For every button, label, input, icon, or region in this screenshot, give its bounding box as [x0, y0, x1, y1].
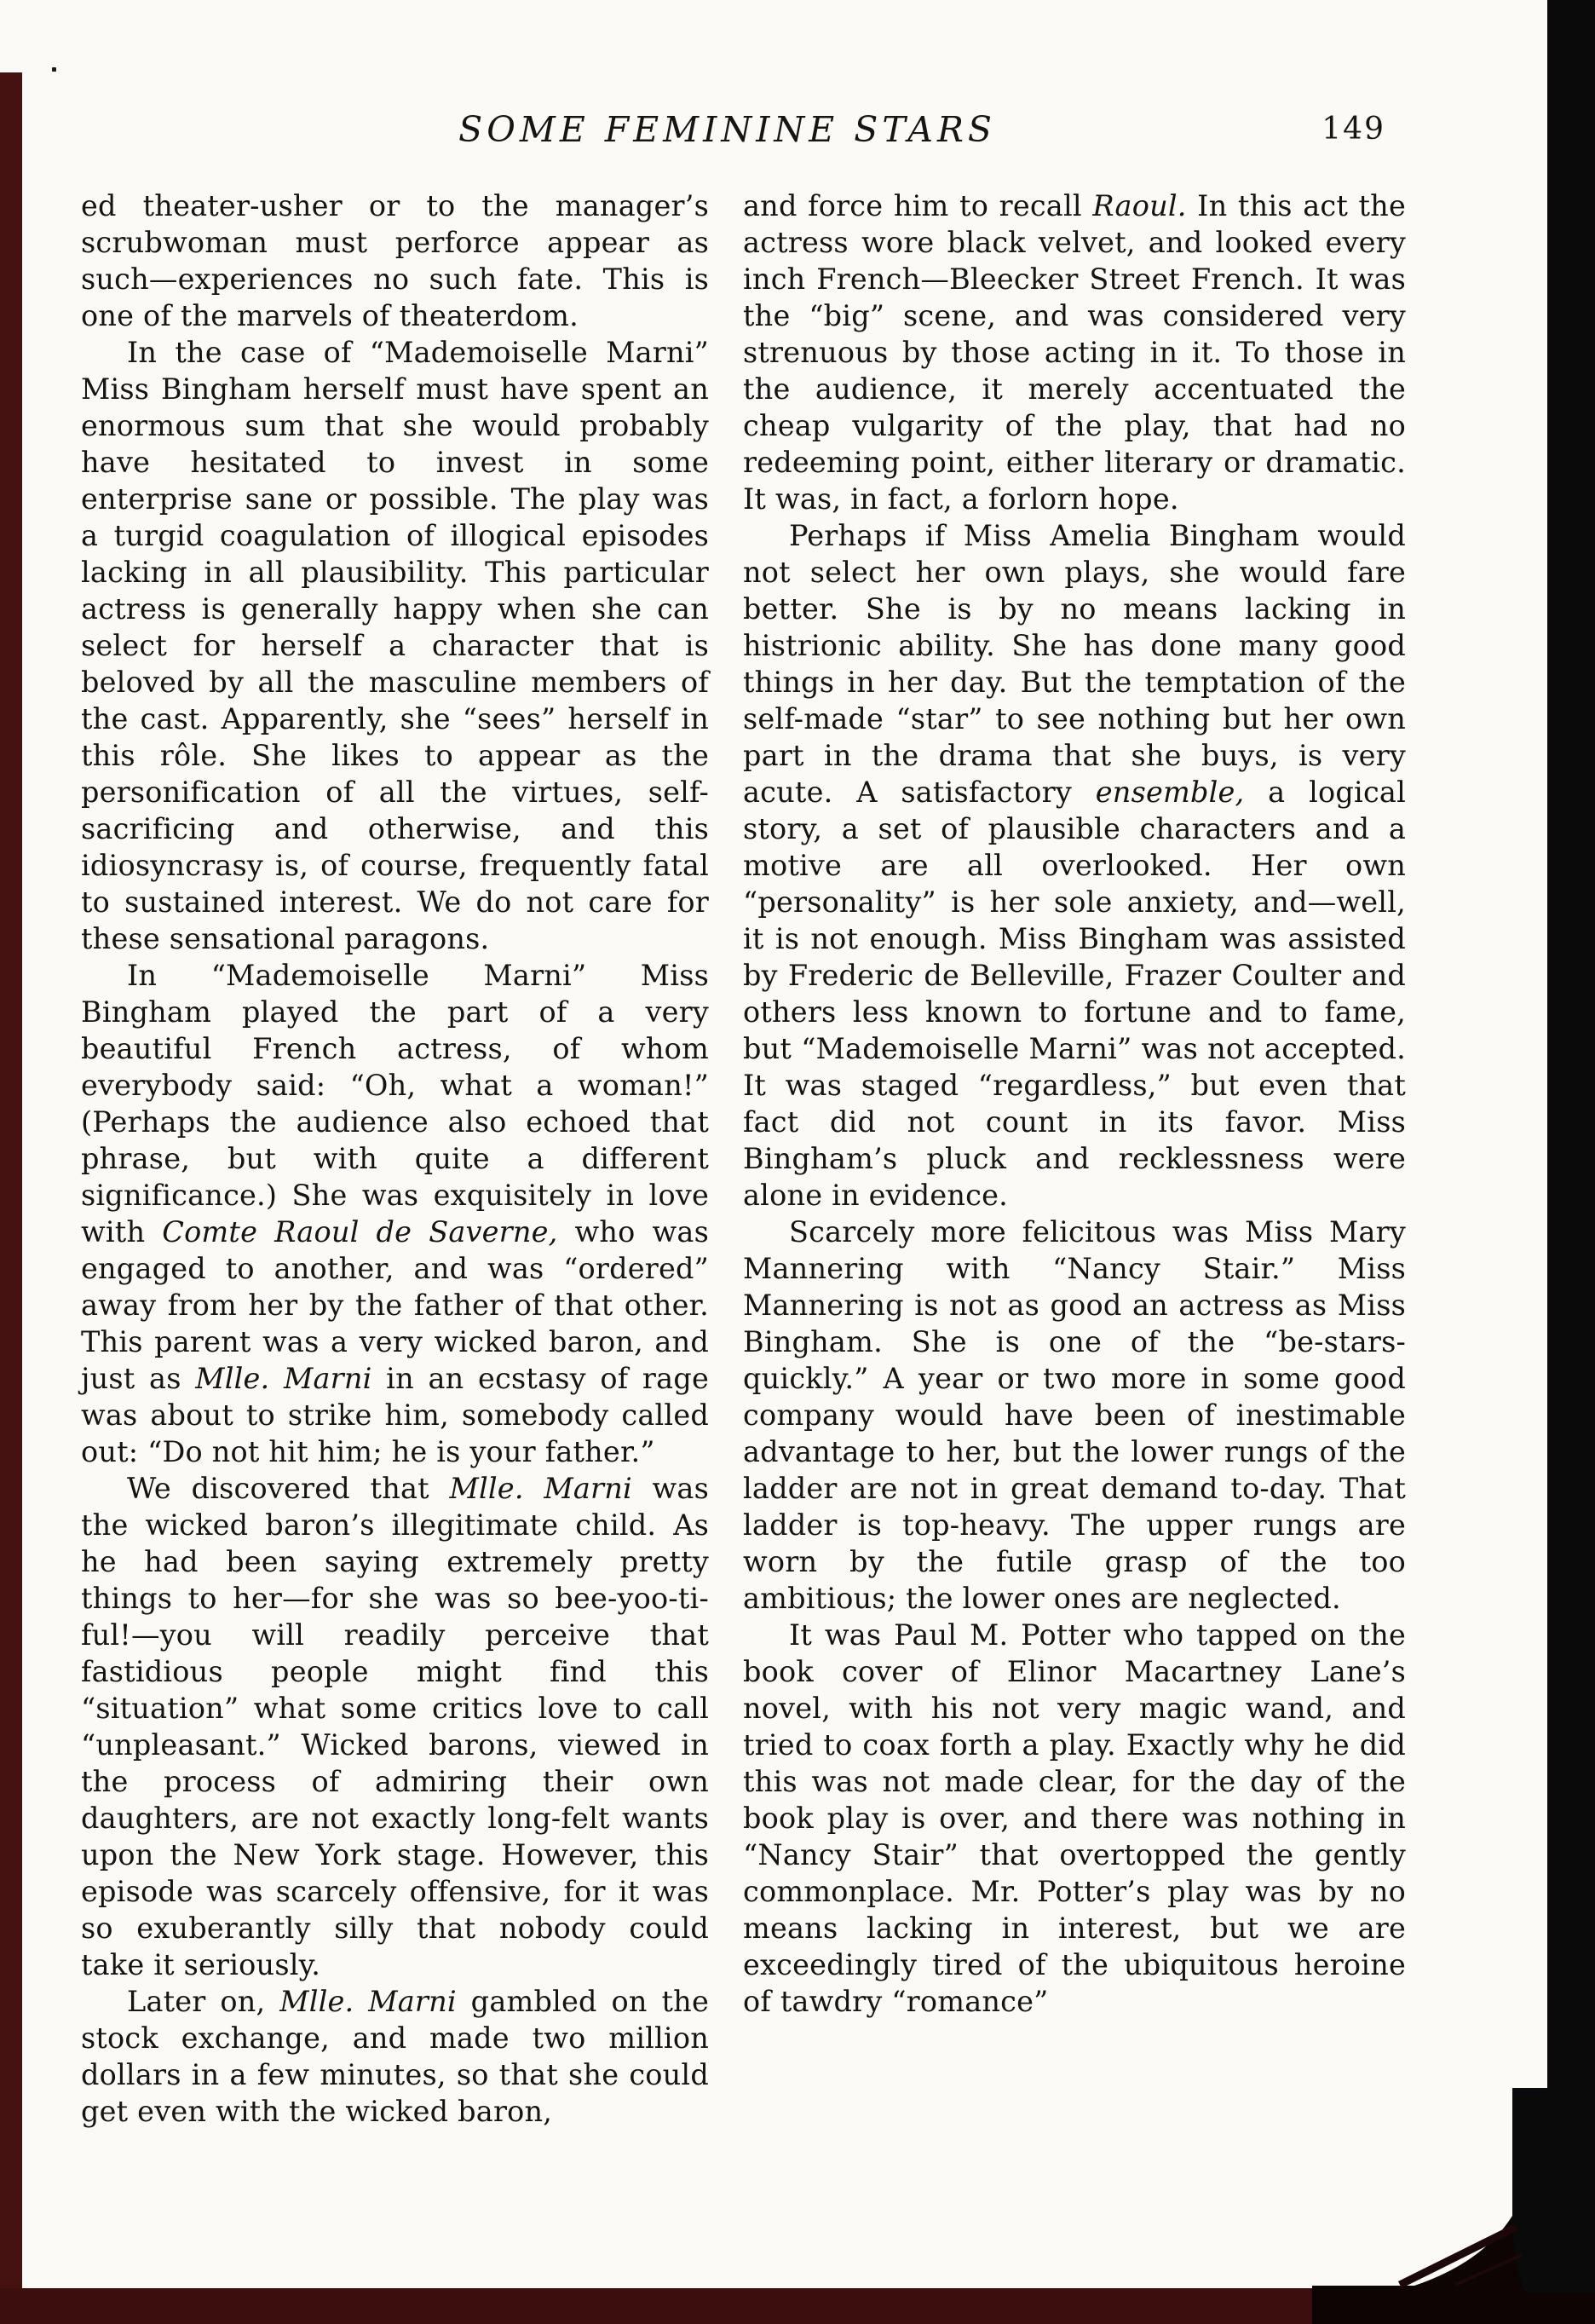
paragraph — [743, 1214, 1406, 1617]
text-segment: a logical story, a set of plausible characters and a motive are all overlooked. Her own “personality” is her sole anxiety, and—well, it is not enough. Miss Bingham was assisted by Frederic de Belleville, Frazer Coulter and others less known to fortune and to fame, but “Mademoiselle Marni” was not accepted. It was staged “regardless,” but even that fact did not count in its favor. Miss Bingham’s pluck and recklessness were alone in evidence. — [743, 776, 1406, 1212]
paragraph — [743, 1617, 1406, 2020]
text-segment: who was engaged to another, and was “ordered” away from her by the father of that other. This parent was a very wicked baron, and just as — [81, 1215, 709, 1395]
page-header-title: SOME FEMININE STARS — [458, 109, 997, 150]
paragraph — [81, 187, 709, 334]
text-segment: It was Paul M. Potter who tapped on the book cover of Elinor Macartney Lane’s novel, with his not very magic wand, and tried to coax forth a play. Exactly why he did this was not made clear, for the day of the book play is over, and there was nothing in “Nancy Stair” that overtopped the gently commonplace. Mr. Potter’s play was by no means lacking in interest, but we are exceedingly tired of the ubiquitous heroine of tawdry “romance” — [743, 1618, 1406, 2018]
text-segment: gambled on the stock exchange, and made two million dollars in a few minutes, so that she could get even with the wicked baron, — [81, 1985, 709, 2128]
page-curl-decoration — [1312, 2088, 1595, 2324]
text-segment: In the case of “Mademoiselle Marni” Miss Bingham herself must have spent an enormous sum that she would probably have hesitated to invest in some enterprise sane or possible. The play was a turgid coagulation of illogical episodes lacking in all plausibility. This particular actress is generally happy when she can select for herself a character that is beloved by all the masculine members of the cast. Apparently, she “sees” herself in this rôle. She likes to appear as the personification of all the virtues, self-sacrificing and otherwise, and this idiosyncrasy is, of course, frequently fatal to sustained interest. We do not care for these sensational paragons. — [81, 336, 709, 955]
text-segment: and force him to recall — [743, 189, 1093, 222]
text-segment: In “Mademoiselle Marni” Miss Bingham played the part of a very beautiful French actress, of whom everybody said: “Oh, what a woman!” (Perhaps the audience also echoed that phrase, but with quite a different significance.) She was exquisitely in love with — [81, 959, 709, 1249]
italic-text-segment: ensemble, — [1095, 776, 1245, 809]
left-column — [81, 187, 709, 2130]
paragraph — [81, 334, 709, 957]
text-segment: was the wicked baron’s illegitimate child. As he had been saying extremely pretty things to her—for she was so bee-yoo-ti-ful!—you will readily perceive that fastidious people might find this “situation” what some critics love to call “unpleasant.” Wicked barons, viewed in the process of admiring their own daughters, are not exactly long-felt wants upon the New York stage. However, this episode was scarcely offensive, for it was so exuberantly silly that nobody could take it seriously. — [81, 1472, 709, 1981]
text-segment: ed theater-usher or to the manager’s scrubwoman must perforce appear as such—experiences no such fate. This is one of the marvels of theaterdom. — [81, 189, 709, 332]
running-head — [81, 109, 1406, 153]
italic-text-segment: Mlle. Marni — [279, 1985, 457, 2018]
paragraph — [81, 1983, 709, 2130]
italic-text-segment: Mlle. Marni — [195, 1362, 372, 1395]
italic-text-segment: Raoul. — [1092, 189, 1187, 222]
page-number: 149 — [1321, 112, 1385, 147]
text-segment: In this act the actress wore black velvet, and looked every inch French—Bleecker Street French. It was the “big” scene, and was considered very strenuous by those acting in it. To those in the audience, it merely accentuated the cheap vulgarity of the play, that had no redeeming point, either literary or dramatic. It was, in fact, a forlorn hope. — [743, 189, 1406, 516]
right-bar-widening — [1512, 2088, 1595, 2324]
paragraph — [81, 1470, 709, 1983]
right-border-bar — [1547, 0, 1595, 2324]
italic-text-segment: Mlle. Marni — [449, 1472, 632, 1505]
right-column — [743, 187, 1406, 2130]
scan-speck — [52, 67, 56, 72]
text-segment: Later on, — [127, 1985, 280, 2018]
paragraph — [743, 517, 1406, 1214]
text-segment: Perhaps if Miss Amelia Bingham would not select her own plays, she would fare better. She is by no means lacking in histrionic ability. She has done many good things in her day. But the temptation of the self-made “star” to see nothing but her own part in the drama that she buys, is very acute. A satisfactory — [743, 519, 1406, 809]
text-columns — [81, 187, 1406, 2130]
text-segment: We discovered that — [127, 1472, 450, 1505]
paragraph — [81, 957, 709, 1470]
text-segment: in an ecstasy of rage was about to strike him, somebody called out: “Do not hit him; he is your father.” — [81, 1362, 709, 1468]
text-segment: Scarcely more felicitous was Miss Mary Mannering with “Nancy Stair.” Miss Mannering is not as good an actress as Miss Bingham. She is one of the “be-stars-quickly.” A year or two more in some good company would have been of inestimable advantage to her, but the lower rungs of the ladder are not in great demand to-day. That ladder is top-heavy. The upper rungs are worn by the futile grasp of the too ambitious; the lower ones are neglected. — [743, 1215, 1406, 1615]
italic-text-segment: Comte Raoul de Saverne, — [162, 1215, 558, 1249]
left-border-bar — [0, 72, 22, 2324]
paragraph — [743, 187, 1406, 517]
